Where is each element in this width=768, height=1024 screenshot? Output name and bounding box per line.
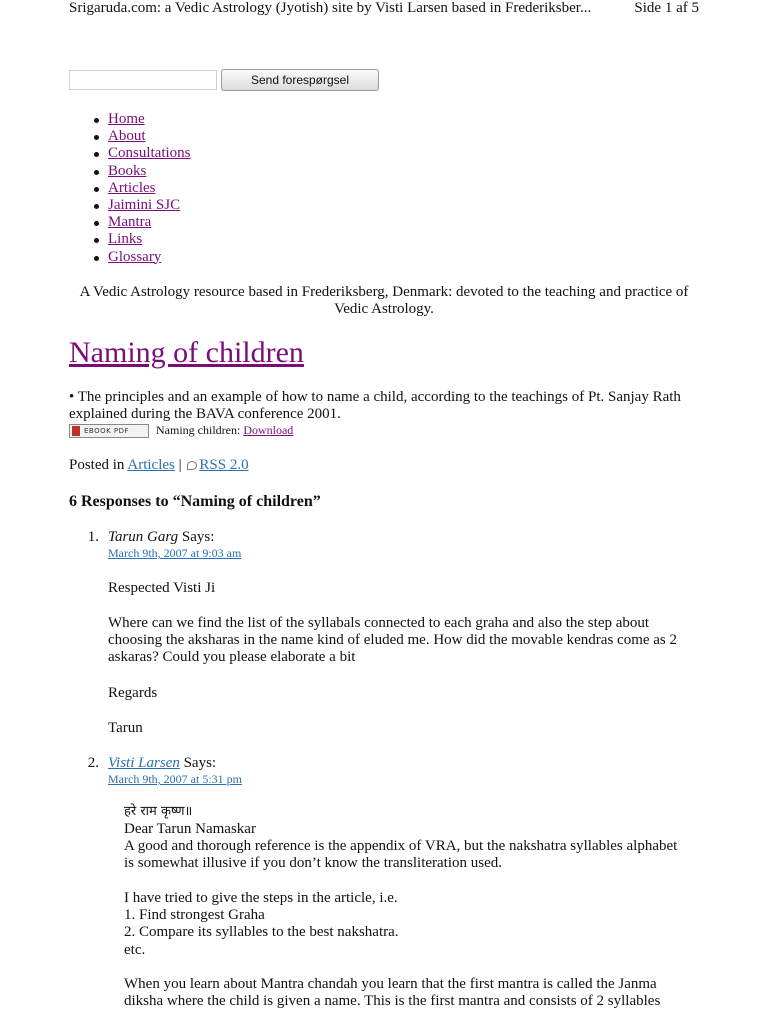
devanagari-greeting: हरे राम कृष्ण॥ bbox=[124, 804, 193, 819]
says-label: Says: bbox=[183, 755, 217, 771]
nav-link[interactable]: Home bbox=[108, 111, 145, 127]
response-number: 2. bbox=[87, 755, 99, 771]
comment-date-link[interactable]: March 9th, 2007 at 5:31 pm bbox=[108, 772, 242, 786]
post-title[interactable]: Naming of children bbox=[69, 336, 304, 369]
nav-link[interactable]: Articles bbox=[108, 179, 156, 196]
page-number: Side 1 af 5 bbox=[634, 0, 699, 16]
post-summary bbox=[69, 389, 694, 423]
category-link[interactable]: Articles bbox=[127, 457, 175, 473]
says-label: Says: bbox=[181, 529, 215, 545]
nav-link[interactable]: Glossary bbox=[108, 248, 162, 265]
badge-text: EBOOK PDF bbox=[84, 427, 130, 436]
comment-line: A good and thorough reference is the appendix of VRA, but the nakshatra syllables alphabet is somewhat illusive if you don’t know the transliteration used. bbox=[124, 838, 678, 871]
nav-item-links[interactable] bbox=[108, 231, 191, 248]
nav-link[interactable]: Consultations bbox=[108, 145, 191, 162]
nav-link[interactable]: Jaimini SJC bbox=[108, 196, 181, 213]
nav-item-books[interactable] bbox=[108, 163, 191, 180]
nav-item-jaimini-sjc[interactable] bbox=[108, 197, 191, 214]
comment-paragraph: Tarun bbox=[108, 720, 143, 736]
post-meta bbox=[69, 457, 249, 474]
nav-item-about[interactable] bbox=[108, 128, 191, 145]
comment-author: Tarun Garg bbox=[108, 529, 179, 545]
comment-paragraph: Where can we find the list of the syllabals connected to each graha and also the step about choosing the aksharas in the name kind of eluded me. How did the movable kendras come as 2 askaras? Could you please elaborate a bit bbox=[108, 615, 678, 665]
site-tagline: A Vedic Astrology resource based in Frederiksberg, Denmark: devoted to the teaching and practice of Vedic Astrology. bbox=[79, 284, 689, 317]
response-header bbox=[108, 755, 703, 772]
comment-line: When you learn about Mantra chandah you learn that the first mantra is called the Janma diksha where the child is given a name. This is the first mantra and consists of 2 syllables bbox=[124, 976, 661, 1009]
meta-separator: | bbox=[178, 457, 182, 473]
response-number: 1. bbox=[87, 529, 99, 545]
nav-link[interactable]: About bbox=[108, 128, 146, 145]
comment-line: I have tried to give the steps in the article, i.e. bbox=[124, 890, 398, 906]
summary-text: The principles and an example of how to name a child, according to the teachings of Pt. Sanjay Rath explained during the BAVA conference 2001. bbox=[69, 389, 681, 422]
nav-item-consultations[interactable] bbox=[108, 145, 191, 162]
nav-item-home[interactable] bbox=[108, 111, 191, 128]
comment-line: 2. Compare its syllables to the best nakshatra. bbox=[124, 924, 399, 940]
ebook-pdf-badge[interactable] bbox=[69, 424, 149, 438]
posted-in-label: Posted in bbox=[69, 457, 125, 473]
nav-link[interactable]: Books bbox=[108, 162, 147, 179]
comment-paragraph: Regards bbox=[108, 685, 158, 701]
nav-item-glossary[interactable] bbox=[108, 249, 191, 266]
comment-line: etc. bbox=[124, 942, 146, 958]
page-title-header: Srigaruda.com: a Vedic Astrology (Jyotish) site by Visti Larsen based in Frederiksber... bbox=[69, 0, 592, 16]
comment-paragraph: Respected Visti Ji bbox=[108, 580, 216, 596]
nav-item-mantra[interactable] bbox=[108, 214, 191, 231]
comment-date-link[interactable]: March 9th, 2007 at 9:03 am bbox=[108, 546, 242, 560]
download-row bbox=[69, 423, 293, 438]
pdf-icon bbox=[72, 426, 80, 436]
search-submit-button[interactable]: Send forespørgsel bbox=[221, 69, 379, 91]
download-label: Naming children: bbox=[156, 423, 241, 437]
comment-line: Dear Tarun Namaskar bbox=[124, 821, 256, 837]
main-nav bbox=[108, 111, 191, 266]
nav-item-articles[interactable] bbox=[108, 180, 191, 197]
response-header bbox=[108, 529, 703, 546]
responses-heading: 6 Responses to “Naming of children” bbox=[69, 493, 321, 510]
comment-author-link[interactable]: Visti Larsen bbox=[108, 755, 180, 771]
rss-link[interactable]: RSS 2.0 bbox=[199, 457, 249, 473]
bullet: • bbox=[69, 389, 75, 405]
print-header bbox=[69, 0, 699, 18]
comment-line: 1. Find strongest Graha bbox=[124, 907, 265, 923]
search-input[interactable] bbox=[69, 70, 217, 90]
comment-icon bbox=[187, 461, 197, 470]
download-link[interactable]: Download bbox=[243, 423, 294, 437]
nav-link[interactable]: Links bbox=[108, 231, 143, 248]
nav-link[interactable]: Mantra bbox=[108, 214, 152, 231]
